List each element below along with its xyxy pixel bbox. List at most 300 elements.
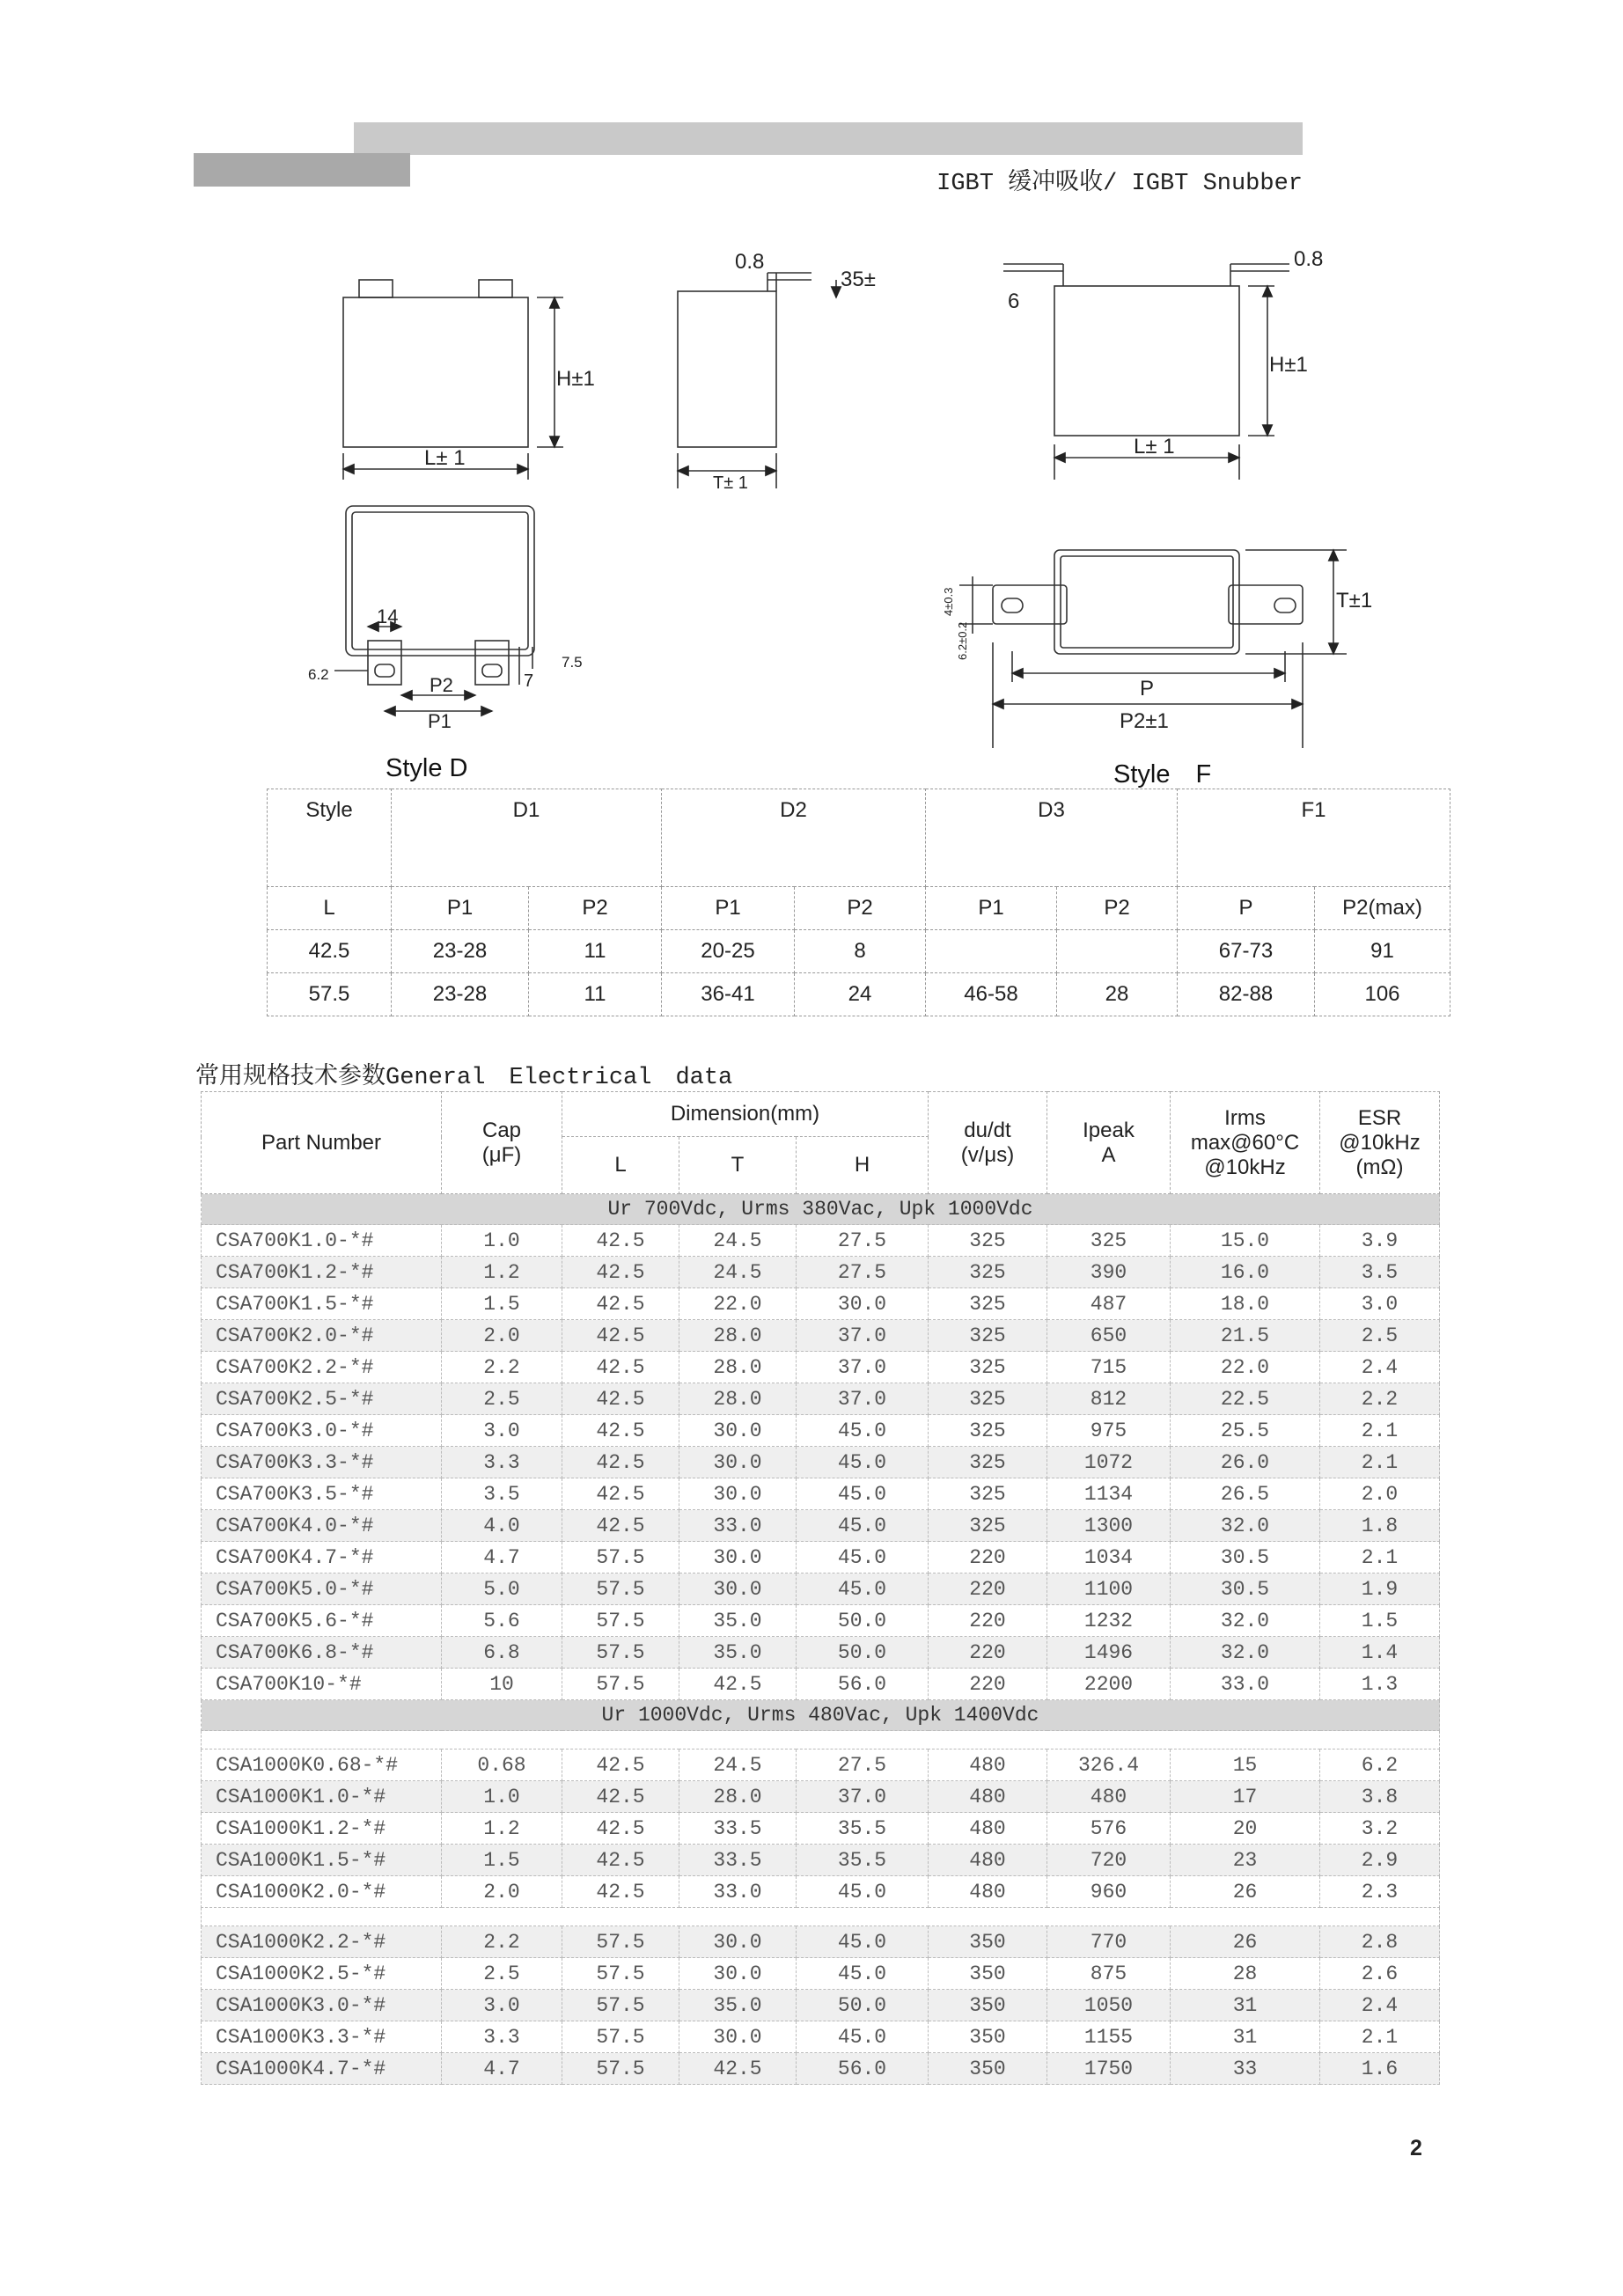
value-cell: 22.0 [679, 1288, 797, 1320]
cell [926, 930, 1057, 973]
value-cell: 325 [929, 1352, 1047, 1383]
value-cell: 21.5 [1171, 1320, 1320, 1352]
value-cell: 27.5 [797, 1225, 929, 1257]
value-cell: 30.5 [1171, 1542, 1320, 1573]
d-bottom-p2-label: P2 [430, 674, 453, 696]
value-cell: 26.5 [1171, 1478, 1320, 1510]
value-cell: 57.5 [562, 2021, 679, 2053]
part-number-cell: CSA1000K1.2-*# [202, 1813, 442, 1845]
value-cell: 3.0 [442, 1990, 562, 2021]
section-title-en: General Electrical data [386, 1065, 733, 1091]
cell: 11 [529, 973, 662, 1016]
table-row [202, 1750, 1440, 1781]
value-cell: 1.2 [442, 1813, 562, 1845]
value-cell: 2.0 [442, 1320, 562, 1352]
value-cell: 480 [1047, 1781, 1171, 1813]
spacer-cell [202, 1908, 1440, 1926]
value-cell: 2.2 [442, 1352, 562, 1383]
value-cell: 24.5 [679, 1750, 797, 1781]
dimension-header: Dimension(mm) [562, 1092, 929, 1137]
value-cell: 1134 [1047, 1478, 1171, 1510]
value-cell: 30.0 [679, 1958, 797, 1990]
table-row [202, 1478, 1440, 1510]
value-cell: 26 [1171, 1926, 1320, 1958]
header-bar [354, 122, 1303, 155]
value-cell: 28.0 [679, 1352, 797, 1383]
value-cell: 42.5 [562, 1876, 679, 1908]
cell: 20-25 [662, 930, 795, 973]
value-cell: 480 [929, 1813, 1047, 1845]
value-cell: 4.0 [442, 1510, 562, 1542]
value-cell: 350 [929, 2053, 1047, 2085]
value-cell: 45.0 [797, 1510, 929, 1542]
table-row [202, 1605, 1440, 1637]
cell: 42.5 [268, 930, 392, 973]
value-cell: 45.0 [797, 1478, 929, 1510]
table-row [202, 1573, 1440, 1605]
value-cell: 30.0 [679, 1478, 797, 1510]
value-cell: 3.2 [1320, 1813, 1440, 1845]
f-bottom-p-label: P [1140, 677, 1155, 701]
subheader-cell: L [268, 887, 392, 930]
value-cell: 715 [1047, 1352, 1171, 1383]
value-cell: 28.0 [679, 1320, 797, 1352]
value-cell: 3.8 [1320, 1781, 1440, 1813]
value-cell: 10 [442, 1669, 562, 1700]
style-dimension-table [267, 789, 1450, 1016]
part-number-cell: CSA700K2.5-*# [202, 1383, 442, 1415]
part-number-cell: CSA1000K2.2-*# [202, 1926, 442, 1958]
value-cell: 325 [929, 1447, 1047, 1478]
value-cell: 1.0 [442, 1781, 562, 1813]
value-cell: 57.5 [562, 1958, 679, 1990]
value-cell: 42.5 [562, 1320, 679, 1352]
value-cell: 57.5 [562, 1926, 679, 1958]
table-row [202, 1415, 1440, 1447]
value-cell: 30.5 [1171, 1573, 1320, 1605]
value-cell: 35.0 [679, 1605, 797, 1637]
part-number-cell: CSA700K6.8-*# [202, 1637, 442, 1669]
value-cell: 33.0 [679, 1876, 797, 1908]
value-cell: 1750 [1047, 2053, 1171, 2085]
value-cell: 56.0 [797, 1669, 929, 1700]
value-cell: 1.6 [1320, 2053, 1440, 2085]
table-row [202, 1225, 1440, 1257]
table-row [202, 2053, 1440, 2085]
header-cell: F1 [1178, 789, 1450, 887]
part-number-cell: CSA1000K2.0-*# [202, 1876, 442, 1908]
value-cell: 33.5 [679, 1845, 797, 1876]
table-row [202, 1447, 1440, 1478]
value-cell: 57.5 [562, 1605, 679, 1637]
value-cell: 2.1 [1320, 1447, 1440, 1478]
value-cell: 326.4 [1047, 1750, 1171, 1781]
value-cell: 45.0 [797, 1542, 929, 1573]
table-row [202, 1637, 1440, 1669]
esr-header-unit: (mΩ) [1355, 1155, 1404, 1179]
table-row [202, 1990, 1440, 2021]
value-cell: 325 [929, 1478, 1047, 1510]
value-cell: 480 [929, 1750, 1047, 1781]
electrical-data-table [201, 1091, 1440, 2085]
group-header-row [202, 1700, 1440, 1731]
value-cell: 45.0 [797, 1573, 929, 1605]
value-cell: 2.9 [1320, 1845, 1440, 1876]
f-front-terminal-height-label: 6 [1008, 290, 1020, 313]
ipeak-header-label: Ipeak [1083, 1118, 1135, 1142]
value-cell: 325 [929, 1415, 1047, 1447]
value-cell: 16.0 [1171, 1257, 1320, 1288]
value-cell: 57.5 [562, 1542, 679, 1573]
value-cell: 35.5 [797, 1813, 929, 1845]
value-cell: 2.0 [442, 1876, 562, 1908]
value-cell: 2.4 [1320, 1990, 1440, 2021]
value-cell: 45.0 [797, 2021, 929, 2053]
value-cell: 57.5 [562, 1573, 679, 1605]
part-number-cell: CSA700K3.0-*# [202, 1415, 442, 1447]
table-row [202, 1926, 1440, 1958]
style-table-row [268, 930, 1450, 973]
value-cell: 42.5 [562, 1750, 679, 1781]
part-number-cell: CSA700K1.2-*# [202, 1257, 442, 1288]
value-cell: 42.5 [562, 1257, 679, 1288]
value-cell: 50.0 [797, 1637, 929, 1669]
value-cell: 1.4 [1320, 1637, 1440, 1669]
cell: 36-41 [662, 973, 795, 1016]
value-cell: 45.0 [797, 1958, 929, 1990]
dudt-header-unit: (v/μs) [960, 1142, 1015, 1167]
value-cell: 2.5 [442, 1383, 562, 1415]
value-cell: 2.6 [1320, 1958, 1440, 1990]
value-cell: 42.5 [562, 1845, 679, 1876]
part-number-cell: CSA700K2.2-*# [202, 1352, 442, 1383]
table-row [202, 1845, 1440, 1876]
value-cell: 42.5 [562, 1478, 679, 1510]
value-cell: 1.9 [1320, 1573, 1440, 1605]
value-cell: 15 [1171, 1750, 1320, 1781]
value-cell: 3.9 [1320, 1225, 1440, 1257]
value-cell: 28.0 [679, 1383, 797, 1415]
part-number-cell: CSA700K5.0-*# [202, 1573, 442, 1605]
elec-table-body [202, 1194, 1440, 2085]
style-f-label: Style F [1113, 760, 1212, 789]
value-cell: 1034 [1047, 1542, 1171, 1573]
value-cell: 27.5 [797, 1257, 929, 1288]
value-cell: 1496 [1047, 1637, 1171, 1669]
value-cell: 30.0 [679, 1542, 797, 1573]
d-bottom-offset-label: 6.2 [308, 666, 329, 683]
value-cell: 325 [929, 1225, 1047, 1257]
value-cell: 2.5 [1320, 1320, 1440, 1352]
f-bottom-hole-label: 4±0.3 [942, 587, 955, 616]
value-cell: 2.4 [1320, 1352, 1440, 1383]
value-cell: 1155 [1047, 2021, 1171, 2053]
d-bottom-width-label: 14 [377, 605, 399, 627]
h-header: H [797, 1137, 929, 1194]
value-cell: 350 [929, 1990, 1047, 2021]
d-bottom-p1-label: P1 [428, 710, 452, 732]
value-cell: 3.5 [442, 1478, 562, 1510]
value-cell: 15.0 [1171, 1225, 1320, 1257]
value-cell: 3.5 [1320, 1257, 1440, 1288]
value-cell: 32.0 [1171, 1510, 1320, 1542]
value-cell: 325 [929, 1257, 1047, 1288]
dudt-header [929, 1092, 1047, 1194]
value-cell: 1100 [1047, 1573, 1171, 1605]
cell: 67-73 [1178, 930, 1315, 973]
part-number-cell: CSA1000K2.5-*# [202, 1958, 442, 1990]
part-number-header: Part Number [202, 1092, 442, 1194]
part-number-cell: CSA700K1.0-*# [202, 1225, 442, 1257]
part-number-cell: CSA1000K3.3-*# [202, 2021, 442, 2053]
value-cell: 57.5 [562, 1990, 679, 2021]
value-cell: 325 [1047, 1225, 1171, 1257]
group-title: Ur 700Vdc, Urms 380Vac, Upk 1000Vdc [202, 1194, 1440, 1225]
value-cell: 28.0 [679, 1781, 797, 1813]
f-front-body [1054, 286, 1239, 436]
value-cell: 42.5 [679, 1669, 797, 1700]
f-bottom-width-label: 6.2±0.2 [956, 621, 969, 660]
value-cell: 5.0 [442, 1573, 562, 1605]
d-bottom-height2-label: 7.5 [562, 654, 583, 671]
value-cell: 325 [929, 1288, 1047, 1320]
value-cell: 6.8 [442, 1637, 562, 1669]
table-row [202, 1876, 1440, 1908]
value-cell: 3.3 [442, 1447, 562, 1478]
value-cell: 30.0 [679, 1926, 797, 1958]
value-cell: 50.0 [797, 1605, 929, 1637]
value-cell: 1.3 [1320, 1669, 1440, 1700]
value-cell: 57.5 [562, 2053, 679, 2085]
value-cell: 42.5 [562, 1447, 679, 1478]
value-cell: 0.68 [442, 1750, 562, 1781]
subheader-cell: P1 [662, 887, 795, 930]
value-cell: 45.0 [797, 1926, 929, 1958]
value-cell: 1.5 [1320, 1605, 1440, 1637]
value-cell: 2200 [1047, 1669, 1171, 1700]
value-cell: 1300 [1047, 1510, 1171, 1542]
l-header: L [562, 1137, 679, 1194]
value-cell: 220 [929, 1605, 1047, 1637]
value-cell: 2.1 [1320, 1542, 1440, 1573]
value-cell: 45.0 [797, 1447, 929, 1478]
group-spacer [202, 1731, 1440, 1750]
value-cell: 33.0 [1171, 1669, 1320, 1700]
value-cell: 220 [929, 1637, 1047, 1669]
cell: 106 [1315, 973, 1450, 1016]
value-cell: 875 [1047, 1958, 1171, 1990]
table-row [202, 1542, 1440, 1573]
cell: 23-28 [392, 973, 529, 1016]
value-cell: 480 [929, 1876, 1047, 1908]
value-cell: 42.5 [562, 1383, 679, 1415]
value-cell: 42.5 [562, 1288, 679, 1320]
value-cell: 6.2 [1320, 1750, 1440, 1781]
table-row [202, 1352, 1440, 1383]
header-cell: D1 [392, 789, 662, 887]
dudt-header-label: du/dt [964, 1118, 1011, 1142]
value-cell: 22.5 [1171, 1383, 1320, 1415]
value-cell: 220 [929, 1669, 1047, 1700]
value-cell: 31 [1171, 2021, 1320, 2053]
cell [1057, 930, 1178, 973]
value-cell: 1.2 [442, 1257, 562, 1288]
value-cell: 325 [929, 1383, 1047, 1415]
value-cell: 350 [929, 2021, 1047, 2053]
spacer-cell [202, 1731, 1440, 1750]
part-number-cell: CSA1000K0.68-*# [202, 1750, 442, 1781]
value-cell: 1.0 [442, 1225, 562, 1257]
esr-header-label: ESR [1357, 1105, 1402, 1130]
f-front-height-label: H±1 [1269, 353, 1308, 377]
value-cell: 42.5 [562, 1352, 679, 1383]
value-cell: 1.8 [1320, 1510, 1440, 1542]
value-cell: 325 [929, 1320, 1047, 1352]
table-row [202, 1288, 1440, 1320]
d-front-body [343, 297, 528, 447]
d-bottom-height-label: 7 [524, 671, 534, 691]
table-row [202, 1781, 1440, 1813]
value-cell: 30.0 [679, 1415, 797, 1447]
part-number-cell: CSA1000K3.0-*# [202, 1990, 442, 2021]
style-d-label: Style D [386, 754, 468, 782]
section-title-cn: 常用规格技术参数 [195, 1062, 386, 1089]
part-number-cell: CSA700K10-*# [202, 1669, 442, 1700]
value-cell: 350 [929, 1958, 1047, 1990]
value-cell: 487 [1047, 1288, 1171, 1320]
part-number-cell: CSA700K1.5-*# [202, 1288, 442, 1320]
part-number-cell: CSA700K4.0-*# [202, 1510, 442, 1542]
subheader-cell: P [1178, 887, 1315, 930]
value-cell: 975 [1047, 1415, 1171, 1447]
part-number-cell: CSA1000K1.0-*# [202, 1781, 442, 1813]
value-cell: 42.5 [562, 1813, 679, 1845]
value-cell: 220 [929, 1542, 1047, 1573]
cell: 11 [529, 930, 662, 973]
subheader-cell: P2 [795, 887, 926, 930]
value-cell: 18.0 [1171, 1288, 1320, 1320]
part-number-cell: CSA700K5.6-*# [202, 1605, 442, 1637]
value-cell: 480 [929, 1845, 1047, 1876]
value-cell: 42.5 [679, 2053, 797, 2085]
table-row [202, 1669, 1440, 1700]
irms-header-cond: max@60°C [1190, 1130, 1300, 1155]
value-cell: 720 [1047, 1845, 1171, 1876]
d-front-length-label: L± 1 [424, 446, 466, 470]
part-number-cell: CSA1000K1.5-*# [202, 1845, 442, 1876]
cap-header-label: Cap [481, 1118, 522, 1142]
value-cell: 20 [1171, 1813, 1320, 1845]
f-front-length-label: L± 1 [1134, 435, 1175, 458]
value-cell: 30.0 [679, 1573, 797, 1605]
value-cell: 2.1 [1320, 2021, 1440, 2053]
style-table-header [268, 789, 1450, 887]
value-cell: 17 [1171, 1781, 1320, 1813]
value-cell: 1232 [1047, 1605, 1171, 1637]
table-row [202, 2021, 1440, 2053]
table-row [202, 1813, 1440, 1845]
value-cell: 1.5 [442, 1845, 562, 1876]
value-cell: 2.5 [442, 1958, 562, 1990]
cell: 8 [795, 930, 926, 973]
value-cell: 45.0 [797, 1415, 929, 1447]
d-side-terminal-label: 0.8 [735, 250, 765, 274]
value-cell: 33.5 [679, 1813, 797, 1845]
subheader-cell: P1 [926, 887, 1057, 930]
value-cell: 26 [1171, 1876, 1320, 1908]
value-cell: 26.0 [1171, 1447, 1320, 1478]
value-cell: 27.5 [797, 1750, 929, 1781]
value-cell: 576 [1047, 1813, 1171, 1845]
value-cell: 390 [1047, 1257, 1171, 1288]
value-cell: 220 [929, 1573, 1047, 1605]
cell: 46-58 [926, 973, 1057, 1016]
value-cell: 50.0 [797, 1990, 929, 2021]
value-cell: 35.0 [679, 1990, 797, 2021]
cell: 57.5 [268, 973, 392, 1016]
value-cell: 30.0 [679, 2021, 797, 2053]
irms-header-label: Irms [1224, 1105, 1266, 1130]
value-cell: 57.5 [562, 1669, 679, 1700]
value-cell: 2.2 [442, 1926, 562, 1958]
value-cell: 325 [929, 1510, 1047, 1542]
value-cell: 480 [929, 1781, 1047, 1813]
value-cell: 37.0 [797, 1383, 929, 1415]
t-header: T [679, 1137, 797, 1194]
value-cell: 2.8 [1320, 1926, 1440, 1958]
part-number-cell: CSA700K3.5-*# [202, 1478, 442, 1510]
value-cell: 812 [1047, 1383, 1171, 1415]
value-cell: 3.0 [442, 1415, 562, 1447]
value-cell: 42.5 [562, 1781, 679, 1813]
table-row [202, 1958, 1440, 1990]
ipeak-header [1047, 1092, 1171, 1194]
value-cell: 33.0 [679, 1510, 797, 1542]
subheader-cell: P2 [529, 887, 662, 930]
value-cell: 24.5 [679, 1257, 797, 1288]
value-cell: 2.1 [1320, 1415, 1440, 1447]
value-cell: 35.0 [679, 1637, 797, 1669]
cap-header [442, 1092, 562, 1194]
value-cell: 2.3 [1320, 1876, 1440, 1908]
table-row [202, 1383, 1440, 1415]
cell: 28 [1057, 973, 1178, 1016]
cell: 23-28 [392, 930, 529, 973]
value-cell: 32.0 [1171, 1637, 1320, 1669]
header-cell: D3 [926, 789, 1178, 887]
f-bottom-p2-label: P2±1 [1120, 709, 1169, 733]
row-spacer [202, 1908, 1440, 1926]
irms-header-freq: @10kHz [1204, 1155, 1286, 1179]
cap-header-unit: (μF) [481, 1142, 522, 1167]
value-cell: 37.0 [797, 1320, 929, 1352]
cell: 91 [1315, 930, 1450, 973]
value-cell: 35.5 [797, 1845, 929, 1876]
table-row [202, 1257, 1440, 1288]
subheader-cell: P2(max) [1315, 887, 1450, 930]
value-cell: 56.0 [797, 2053, 929, 2085]
part-number-cell: CSA700K2.0-*# [202, 1320, 442, 1352]
elec-header-row [202, 1092, 1440, 1137]
style-table-subheader [268, 887, 1450, 930]
value-cell: 3.0 [1320, 1288, 1440, 1320]
value-cell: 4.7 [442, 1542, 562, 1573]
ipeak-header-unit: A [1101, 1142, 1116, 1167]
value-cell: 37.0 [797, 1781, 929, 1813]
value-cell: 42.5 [562, 1510, 679, 1542]
group-header-row [202, 1194, 1440, 1225]
value-cell: 2.0 [1320, 1478, 1440, 1510]
